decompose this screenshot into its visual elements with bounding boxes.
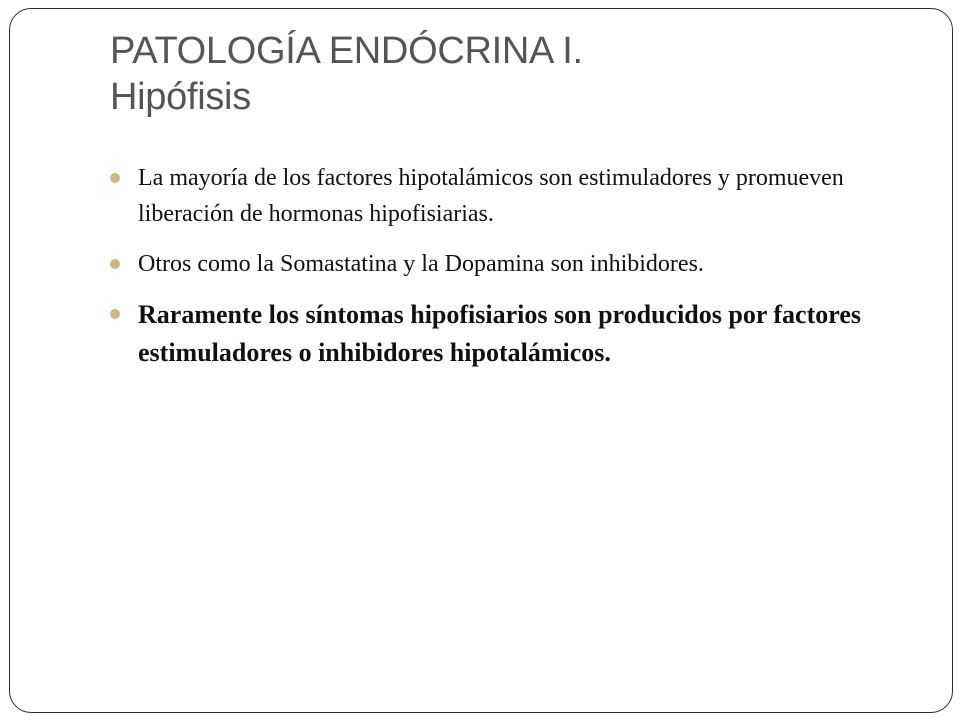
slide-title [110,28,910,120]
bullet-list [110,160,910,386]
bullet-item-2 [110,246,910,282]
bullet-item-1 [110,160,910,232]
slide-title-line-1: PATOLOGÍA ENDÓCRINA I. [110,30,583,72]
bullet-text-2: Otros como la Somastatina y la Dopamina son inhibidores. [138,251,704,277]
slide-title-line-2: Hipófisis [110,76,251,118]
bullet-item-3 [110,296,910,372]
bullet-dot-icon [110,259,120,269]
bullet-dot-icon [110,173,120,183]
bullet-text-1: La mayoría de los factores hipotalámicos son estimuladores y promueven liberación de hormonas hipofisiarias. [138,165,844,227]
bullet-dot-icon [110,309,120,319]
bullet-text-3: Raramente los síntomas hipofisiarios son producidos por factores estimuladores o inhibidores hipotalámicos. [138,300,861,367]
